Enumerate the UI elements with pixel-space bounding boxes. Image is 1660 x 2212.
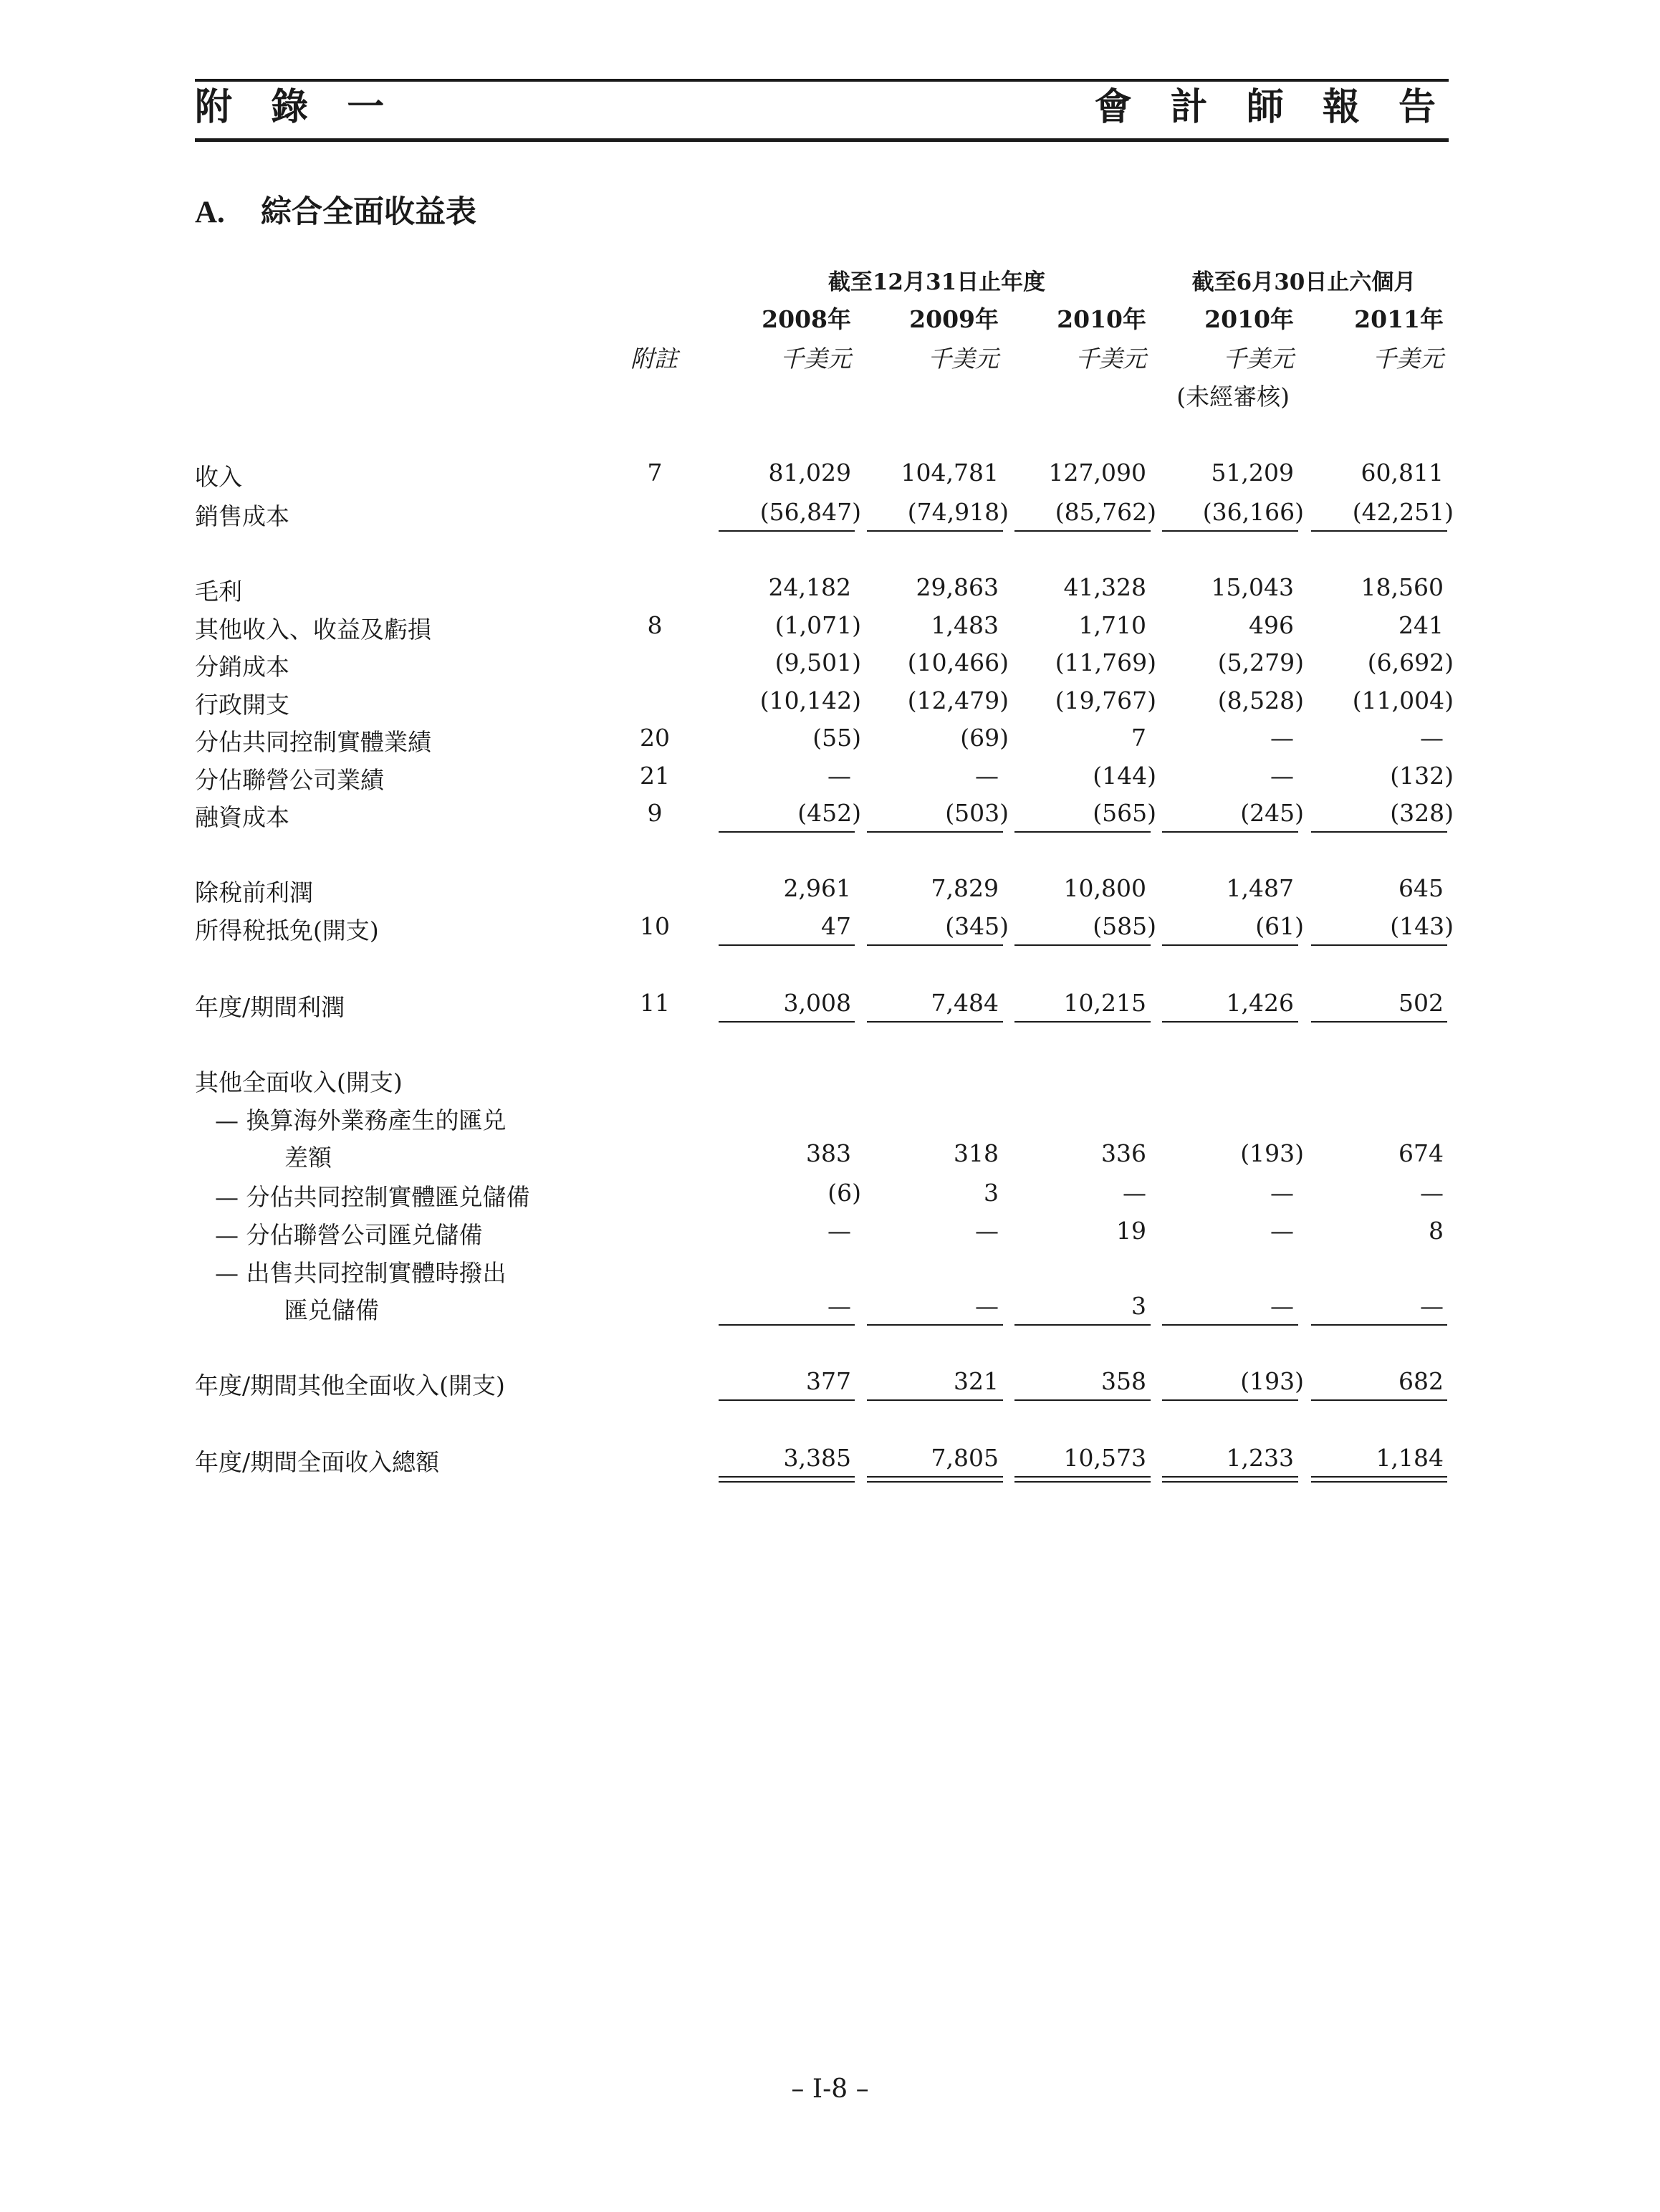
total-double-underline xyxy=(1162,1476,1298,1483)
row-value: (345) xyxy=(945,912,1009,940)
row-value: (565) xyxy=(1093,799,1156,827)
row-label: 所得稅抵免(開支) xyxy=(195,916,379,944)
row-value: 51,209 xyxy=(1211,459,1294,487)
row-note: 9 xyxy=(647,799,663,827)
row-note: 10 xyxy=(640,912,670,940)
row-label: — 分佔聯營公司匯兑儲備 xyxy=(215,1221,483,1249)
row-value: — xyxy=(1270,1179,1294,1207)
page-number: – I-8 – xyxy=(791,2074,869,2104)
row-value: 336 xyxy=(1101,1139,1146,1167)
subtotal-underline xyxy=(1162,831,1298,833)
row-value: 29,863 xyxy=(916,573,999,601)
row-label: 年度/期間其他全面收入(開支) xyxy=(195,1371,505,1399)
column-unit: 千美元 xyxy=(928,345,999,373)
row-label: 行政開支 xyxy=(195,691,289,719)
row-value: 1,483 xyxy=(931,611,999,639)
row-value: 502 xyxy=(1398,989,1444,1017)
row-label: 分佔共同控制實體業績 xyxy=(195,728,431,756)
row-label: — 換算海外業務產生的匯兑 xyxy=(215,1106,507,1134)
row-value: — xyxy=(827,762,851,790)
row-value: — xyxy=(1420,724,1444,752)
subtotal-underline xyxy=(867,1021,1003,1023)
total-double-underline xyxy=(719,1476,855,1483)
row-label: — 出售共同控制實體時撥出 xyxy=(215,1259,507,1287)
row-value: (452) xyxy=(797,799,861,827)
row-value: — xyxy=(1270,1292,1294,1320)
row-value: 10,215 xyxy=(1063,989,1146,1017)
subtotal-underline xyxy=(1162,1324,1298,1326)
subtotal-underline xyxy=(1014,831,1151,833)
row-value: (5,279) xyxy=(1217,648,1304,676)
row-value: — xyxy=(1420,1179,1444,1207)
subtotal-underline xyxy=(1014,1324,1151,1326)
row-value: (12,479) xyxy=(907,686,1009,714)
column-group-halfyear: 截至6月30日止六個月 xyxy=(1191,269,1416,295)
row-value: 241 xyxy=(1398,611,1444,639)
subtotal-underline xyxy=(867,1399,1003,1401)
row-value: — xyxy=(1270,1217,1294,1245)
row-value: 81,029 xyxy=(768,459,851,487)
row-value: (9,501) xyxy=(774,648,861,676)
section-title: 綜合全面收益表 xyxy=(261,194,476,230)
row-value: 1,184 xyxy=(1376,1444,1444,1472)
column-year: 2008年 xyxy=(762,305,851,333)
row-value: (503) xyxy=(945,799,1009,827)
column-unit: 千美元 xyxy=(1075,345,1146,373)
row-value: — xyxy=(1270,762,1294,790)
row-value: 377 xyxy=(806,1367,851,1395)
subtotal-underline xyxy=(719,944,855,946)
row-value: 8 xyxy=(1429,1217,1444,1245)
report-title: 會 計 師 報 告 xyxy=(1094,85,1449,129)
row-value: 15,043 xyxy=(1211,573,1294,601)
row-note: 20 xyxy=(640,724,670,752)
row-value: (69) xyxy=(960,724,1009,752)
row-value: (328) xyxy=(1390,799,1454,827)
row-value: 127,090 xyxy=(1048,459,1146,487)
row-note: 8 xyxy=(647,611,663,639)
row-value: 7,484 xyxy=(931,989,999,1017)
subtotal-underline xyxy=(867,1324,1003,1326)
subtotal-underline xyxy=(1014,1021,1151,1023)
column-unit: 千美元 xyxy=(780,345,851,373)
row-value: 60,811 xyxy=(1361,459,1444,487)
row-value: (193) xyxy=(1240,1367,1304,1395)
row-value: (6,692) xyxy=(1367,648,1454,676)
column-year: 2011年 xyxy=(1354,305,1444,333)
row-label: 其他收入、收益及虧損 xyxy=(195,616,431,643)
row-note: 21 xyxy=(640,762,670,790)
subtotal-underline xyxy=(1311,1324,1447,1326)
row-value: (36,166) xyxy=(1202,498,1304,526)
subtotal-underline xyxy=(719,1399,855,1401)
row-value: 104,781 xyxy=(901,459,999,487)
row-value: — xyxy=(975,1217,999,1245)
note-column-header: 附註 xyxy=(630,345,678,373)
row-value: (74,918) xyxy=(907,498,1009,526)
section-letter: A. xyxy=(195,196,225,229)
row-value: (585) xyxy=(1093,912,1156,940)
row-value: 645 xyxy=(1398,874,1444,902)
row-value: 7 xyxy=(1131,724,1146,752)
row-value: — xyxy=(975,762,999,790)
row-value: (11,769) xyxy=(1055,648,1156,676)
row-value: (55) xyxy=(812,724,861,752)
row-label: 年度/期間全面收入總額 xyxy=(195,1448,440,1476)
appendix-title: 附 錄 一 xyxy=(195,85,398,129)
row-note: 7 xyxy=(647,459,663,487)
row-label: 銷售成本 xyxy=(195,502,289,530)
column-unit: 千美元 xyxy=(1373,345,1444,373)
row-value: — xyxy=(975,1292,999,1320)
row-value: 24,182 xyxy=(768,573,851,601)
section-heading xyxy=(195,188,476,231)
row-note: 11 xyxy=(640,989,670,1017)
column-unaudited-note: (未經審核) xyxy=(1176,383,1290,411)
subtotal-underline xyxy=(1014,530,1151,532)
subtotal-underline xyxy=(719,831,855,833)
row-value: (11,004) xyxy=(1352,686,1454,714)
row-label: 分佔聯營公司業績 xyxy=(195,766,384,794)
row-value: 1,426 xyxy=(1226,989,1294,1017)
row-value: (8,528) xyxy=(1217,686,1304,714)
subtotal-underline xyxy=(1311,1021,1447,1023)
subtotal-underline xyxy=(867,831,1003,833)
row-label: 分銷成本 xyxy=(195,653,289,681)
row-value: (19,767) xyxy=(1055,686,1156,714)
row-value: (10,466) xyxy=(907,648,1009,676)
subtotal-underline xyxy=(1014,1399,1151,1401)
row-value: 321 xyxy=(954,1367,999,1395)
row-value: 7,829 xyxy=(931,874,999,902)
row-value: 10,573 xyxy=(1063,1444,1146,1472)
row-value: 2,961 xyxy=(783,874,851,902)
column-year: 2010年 xyxy=(1057,305,1146,333)
row-value: (10,142) xyxy=(759,686,861,714)
subtotal-underline xyxy=(1162,944,1298,946)
row-value: 383 xyxy=(806,1139,851,1167)
subtotal-underline xyxy=(1162,530,1298,532)
row-label: 匯兑儲備 xyxy=(284,1296,379,1324)
row-value: (144) xyxy=(1093,762,1156,790)
row-value: 41,328 xyxy=(1063,573,1146,601)
row-value: 496 xyxy=(1249,611,1294,639)
column-year: 2009年 xyxy=(909,305,999,333)
row-value: 682 xyxy=(1398,1367,1444,1395)
row-value: 674 xyxy=(1398,1139,1444,1167)
row-value: 1,487 xyxy=(1226,874,1294,902)
row-value: (56,847) xyxy=(759,498,861,526)
row-value: (143) xyxy=(1390,912,1454,940)
row-label: 年度/期間利潤 xyxy=(195,993,345,1021)
subtotal-underline xyxy=(867,530,1003,532)
row-value: — xyxy=(1270,724,1294,752)
row-value: 3,385 xyxy=(783,1444,851,1472)
row-value: (85,762) xyxy=(1055,498,1156,526)
row-label: 收入 xyxy=(195,463,242,491)
total-double-underline xyxy=(867,1476,1003,1483)
row-value: 3 xyxy=(1131,1292,1146,1320)
subtotal-underline xyxy=(719,1324,855,1326)
header-top-rule xyxy=(195,79,1449,82)
total-double-underline xyxy=(1311,1476,1447,1483)
row-value: — xyxy=(1420,1292,1444,1320)
subtotal-underline xyxy=(1162,1399,1298,1401)
row-label: 差額 xyxy=(284,1144,332,1172)
subtotal-underline xyxy=(719,1021,855,1023)
row-value: (61) xyxy=(1255,912,1304,940)
row-value: (42,251) xyxy=(1352,498,1454,526)
row-value: — xyxy=(827,1217,851,1245)
subtotal-underline xyxy=(1162,1021,1298,1023)
row-value: 47 xyxy=(821,912,851,940)
row-value: 7,805 xyxy=(931,1444,999,1472)
row-value: 3 xyxy=(984,1179,999,1207)
subtotal-underline xyxy=(719,530,855,532)
row-value: — xyxy=(1123,1179,1146,1207)
row-value: 1,233 xyxy=(1226,1444,1294,1472)
column-group-year: 截至12月31日止年度 xyxy=(827,269,1046,295)
row-value: (6) xyxy=(827,1179,861,1207)
subtotal-underline xyxy=(1311,831,1447,833)
row-value: (132) xyxy=(1390,762,1454,790)
subtotal-underline xyxy=(867,944,1003,946)
row-value: 1,710 xyxy=(1078,611,1146,639)
subtotal-underline xyxy=(1311,530,1447,532)
row-value: 19 xyxy=(1116,1217,1146,1245)
row-label: 毛利 xyxy=(195,578,242,605)
row-value: (193) xyxy=(1240,1139,1304,1167)
row-value: 358 xyxy=(1101,1367,1146,1395)
row-label: 除稅前利潤 xyxy=(195,878,313,906)
row-value: 318 xyxy=(954,1139,999,1167)
row-value: 18,560 xyxy=(1361,573,1444,601)
row-value: — xyxy=(827,1292,851,1320)
subtotal-underline xyxy=(1311,1399,1447,1401)
row-value: (1,071) xyxy=(774,611,861,639)
column-year: 2010年 xyxy=(1204,305,1294,333)
column-unit: 千美元 xyxy=(1223,345,1294,373)
row-value: 10,800 xyxy=(1063,874,1146,902)
row-label: 融資成本 xyxy=(195,803,289,831)
row-value: 3,008 xyxy=(783,989,851,1017)
row-label: 其他全面收入(開支) xyxy=(195,1068,403,1096)
row-value: (245) xyxy=(1240,799,1304,827)
header-bottom-rule xyxy=(195,138,1449,142)
total-double-underline xyxy=(1014,1476,1151,1483)
row-label: — 分佔共同控制實體匯兑儲備 xyxy=(215,1183,530,1211)
subtotal-underline xyxy=(1311,944,1447,946)
subtotal-underline xyxy=(1014,944,1151,946)
